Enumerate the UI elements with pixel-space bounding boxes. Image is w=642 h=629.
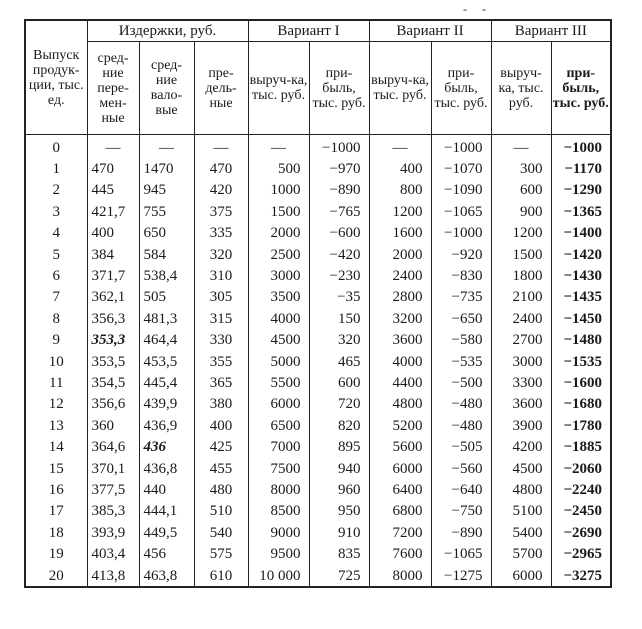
avg-total-cell: 945 bbox=[139, 180, 194, 201]
table-row bbox=[25, 394, 611, 415]
table-row bbox=[25, 458, 611, 479]
header-profit-1: при-быль, тыс. руб. bbox=[309, 42, 369, 135]
avg-total-cell: 436,9 bbox=[139, 415, 194, 436]
avg-total-cell: 436 bbox=[139, 436, 194, 457]
output-cell: 3 bbox=[25, 201, 87, 222]
table-row bbox=[25, 201, 611, 222]
revenue-1-cell: 5500 bbox=[248, 372, 309, 393]
avg-variable-cell: 384 bbox=[87, 244, 139, 265]
profit-3-cell: −1450 bbox=[551, 308, 611, 329]
avg-variable-cell: 393,9 bbox=[87, 522, 139, 543]
profit-1-cell: −765 bbox=[309, 201, 369, 222]
header-costs-group: Издержки, руб. bbox=[87, 20, 248, 42]
avg-total-cell: 755 bbox=[139, 201, 194, 222]
revenue-1-cell: 3000 bbox=[248, 265, 309, 286]
revenue-2-cell: 400 bbox=[369, 158, 431, 179]
profit-1-cell: 895 bbox=[309, 436, 369, 457]
marginal-cell: 335 bbox=[194, 223, 248, 244]
profit-3-cell: −1290 bbox=[551, 180, 611, 201]
marginal-cell: 420 bbox=[194, 180, 248, 201]
output-cell: 7 bbox=[25, 287, 87, 308]
table-row bbox=[25, 180, 611, 201]
page-marks: - - bbox=[463, 2, 492, 16]
profit-2-cell: −1070 bbox=[431, 158, 491, 179]
revenue-2-cell: 6400 bbox=[369, 479, 431, 500]
table-row bbox=[25, 415, 611, 436]
revenue-1-cell: 9000 bbox=[248, 522, 309, 543]
revenue-1-cell: 8500 bbox=[248, 501, 309, 522]
profit-1-cell: 820 bbox=[309, 415, 369, 436]
avg-total-cell: 1470 bbox=[139, 158, 194, 179]
profit-3-cell: −1000 bbox=[551, 135, 611, 159]
revenue-2-cell: 7200 bbox=[369, 522, 431, 543]
avg-variable-cell: 356,6 bbox=[87, 394, 139, 415]
header-variant-1: Вариант I bbox=[248, 20, 369, 42]
marginal-cell: 425 bbox=[194, 436, 248, 457]
profit-3-cell: −1365 bbox=[551, 201, 611, 222]
revenue-1-cell: — bbox=[248, 135, 309, 159]
profit-2-cell: −735 bbox=[431, 287, 491, 308]
profit-2-cell: −1065 bbox=[431, 543, 491, 564]
revenue-3-cell: 6000 bbox=[491, 565, 551, 587]
avg-variable-cell: 445 bbox=[87, 180, 139, 201]
profit-3-cell: −1780 bbox=[551, 415, 611, 436]
revenue-2-cell: 2400 bbox=[369, 265, 431, 286]
avg-total-cell: 538,4 bbox=[139, 265, 194, 286]
revenue-2-cell: 1600 bbox=[369, 223, 431, 244]
revenue-2-cell: 1200 bbox=[369, 201, 431, 222]
profit-2-cell: −1090 bbox=[431, 180, 491, 201]
profit-1-cell: −890 bbox=[309, 180, 369, 201]
profit-1-cell: 835 bbox=[309, 543, 369, 564]
output-cell: 16 bbox=[25, 479, 87, 500]
revenue-3-cell: 3600 bbox=[491, 394, 551, 415]
avg-total-cell: — bbox=[139, 135, 194, 159]
table-row bbox=[25, 436, 611, 457]
avg-variable-cell: 370,1 bbox=[87, 458, 139, 479]
profit-3-cell: −2965 bbox=[551, 543, 611, 564]
avg-variable-cell: 354,5 bbox=[87, 372, 139, 393]
revenue-3-cell: 2400 bbox=[491, 308, 551, 329]
avg-variable-cell: 371,7 bbox=[87, 265, 139, 286]
avg-variable-cell: — bbox=[87, 135, 139, 159]
revenue-1-cell: 9500 bbox=[248, 543, 309, 564]
table-row bbox=[25, 330, 611, 351]
revenue-1-cell: 4500 bbox=[248, 330, 309, 351]
marginal-cell: 610 bbox=[194, 565, 248, 587]
profit-2-cell: −890 bbox=[431, 522, 491, 543]
profit-2-cell: −480 bbox=[431, 415, 491, 436]
revenue-1-cell: 500 bbox=[248, 158, 309, 179]
profit-3-cell: −1430 bbox=[551, 265, 611, 286]
revenue-2-cell: 3200 bbox=[369, 308, 431, 329]
revenue-2-cell: 7600 bbox=[369, 543, 431, 564]
profit-1-cell: 725 bbox=[309, 565, 369, 587]
profit-2-cell: −480 bbox=[431, 394, 491, 415]
profit-2-cell: −1000 bbox=[431, 135, 491, 159]
profit-1-cell: 320 bbox=[309, 330, 369, 351]
profit-2-cell: −1275 bbox=[431, 565, 491, 587]
marginal-cell: 315 bbox=[194, 308, 248, 329]
revenue-2-cell: 5600 bbox=[369, 436, 431, 457]
output-cell: 20 bbox=[25, 565, 87, 587]
profit-3-cell: −1170 bbox=[551, 158, 611, 179]
marginal-cell: 380 bbox=[194, 394, 248, 415]
output-cell: 0 bbox=[25, 135, 87, 159]
table-row bbox=[25, 244, 611, 265]
profit-3-cell: −1480 bbox=[551, 330, 611, 351]
header-marginal: пре-дель-ные bbox=[194, 42, 248, 135]
avg-total-cell: 505 bbox=[139, 287, 194, 308]
avg-variable-cell: 353,5 bbox=[87, 351, 139, 372]
revenue-3-cell: 4500 bbox=[491, 458, 551, 479]
revenue-2-cell: — bbox=[369, 135, 431, 159]
marginal-cell: 455 bbox=[194, 458, 248, 479]
revenue-3-cell: 5100 bbox=[491, 501, 551, 522]
revenue-3-cell: 4200 bbox=[491, 436, 551, 457]
revenue-1-cell: 4000 bbox=[248, 308, 309, 329]
output-cell: 19 bbox=[25, 543, 87, 564]
profit-1-cell: 150 bbox=[309, 308, 369, 329]
revenue-3-cell: 3900 bbox=[491, 415, 551, 436]
avg-total-cell: 444,1 bbox=[139, 501, 194, 522]
profit-3-cell: −1435 bbox=[551, 287, 611, 308]
avg-variable-cell: 356,3 bbox=[87, 308, 139, 329]
revenue-2-cell: 5200 bbox=[369, 415, 431, 436]
table-row bbox=[25, 308, 611, 329]
profit-1-cell: 600 bbox=[309, 372, 369, 393]
profit-1-cell: 960 bbox=[309, 479, 369, 500]
revenue-2-cell: 2000 bbox=[369, 244, 431, 265]
revenue-3-cell: — bbox=[491, 135, 551, 159]
output-cell: 1 bbox=[25, 158, 87, 179]
marginal-cell: 400 bbox=[194, 415, 248, 436]
profit-1-cell: 720 bbox=[309, 394, 369, 415]
profit-2-cell: −1065 bbox=[431, 201, 491, 222]
revenue-2-cell: 800 bbox=[369, 180, 431, 201]
avg-variable-cell: 360 bbox=[87, 415, 139, 436]
avg-total-cell: 650 bbox=[139, 223, 194, 244]
marginal-cell: 355 bbox=[194, 351, 248, 372]
table-row bbox=[25, 287, 611, 308]
avg-total-cell: 440 bbox=[139, 479, 194, 500]
table-row bbox=[25, 351, 611, 372]
header-avg-variable: сред-ние пере-мен-ные bbox=[87, 42, 139, 135]
revenue-1-cell: 6000 bbox=[248, 394, 309, 415]
profit-2-cell: −1000 bbox=[431, 223, 491, 244]
revenue-2-cell: 8000 bbox=[369, 565, 431, 587]
revenue-3-cell: 1800 bbox=[491, 265, 551, 286]
avg-variable-cell: 403,4 bbox=[87, 543, 139, 564]
marginal-cell: 365 bbox=[194, 372, 248, 393]
table-body bbox=[25, 135, 611, 588]
revenue-3-cell: 3000 bbox=[491, 351, 551, 372]
header-variant-2: Вариант II bbox=[369, 20, 491, 42]
output-cell: 12 bbox=[25, 394, 87, 415]
profit-3-cell: −1535 bbox=[551, 351, 611, 372]
revenue-1-cell: 5000 bbox=[248, 351, 309, 372]
marginal-cell: 330 bbox=[194, 330, 248, 351]
revenue-1-cell: 8000 bbox=[248, 479, 309, 500]
profit-2-cell: −500 bbox=[431, 372, 491, 393]
marginal-cell: — bbox=[194, 135, 248, 159]
revenue-2-cell: 4000 bbox=[369, 351, 431, 372]
avg-total-cell: 439,9 bbox=[139, 394, 194, 415]
marginal-cell: 320 bbox=[194, 244, 248, 265]
output-cell: 18 bbox=[25, 522, 87, 543]
table-row bbox=[25, 543, 611, 564]
avg-variable-cell: 364,6 bbox=[87, 436, 139, 457]
output-cell: 2 bbox=[25, 180, 87, 201]
profit-2-cell: −650 bbox=[431, 308, 491, 329]
header-avg-total: сред-ние вало-вые bbox=[139, 42, 194, 135]
profit-2-cell: −580 bbox=[431, 330, 491, 351]
avg-total-cell: 449,5 bbox=[139, 522, 194, 543]
revenue-1-cell: 7500 bbox=[248, 458, 309, 479]
revenue-1-cell: 3500 bbox=[248, 287, 309, 308]
revenue-3-cell: 1200 bbox=[491, 223, 551, 244]
marginal-cell: 575 bbox=[194, 543, 248, 564]
avg-variable-cell: 421,7 bbox=[87, 201, 139, 222]
output-cell: 17 bbox=[25, 501, 87, 522]
output-cell: 15 bbox=[25, 458, 87, 479]
profit-2-cell: −750 bbox=[431, 501, 491, 522]
avg-total-cell: 463,8 bbox=[139, 565, 194, 587]
table-row bbox=[25, 265, 611, 286]
profit-3-cell: −2450 bbox=[551, 501, 611, 522]
avg-total-cell: 464,4 bbox=[139, 330, 194, 351]
revenue-3-cell: 4800 bbox=[491, 479, 551, 500]
profit-1-cell: 940 bbox=[309, 458, 369, 479]
table-row bbox=[25, 223, 611, 244]
revenue-1-cell: 7000 bbox=[248, 436, 309, 457]
output-cell: 10 bbox=[25, 351, 87, 372]
output-cell: 8 bbox=[25, 308, 87, 329]
revenue-1-cell: 10 000 bbox=[248, 565, 309, 587]
output-cell: 4 bbox=[25, 223, 87, 244]
revenue-3-cell: 5400 bbox=[491, 522, 551, 543]
profit-2-cell: −830 bbox=[431, 265, 491, 286]
profit-2-cell: −505 bbox=[431, 436, 491, 457]
revenue-2-cell: 2800 bbox=[369, 287, 431, 308]
revenue-2-cell: 4400 bbox=[369, 372, 431, 393]
header-profit-3: при-быль, тыс. руб. bbox=[551, 42, 611, 135]
revenue-3-cell: 5700 bbox=[491, 543, 551, 564]
output-cell: 9 bbox=[25, 330, 87, 351]
profit-3-cell: −3275 bbox=[551, 565, 611, 587]
avg-variable-cell: 353,3 bbox=[87, 330, 139, 351]
profit-1-cell: −35 bbox=[309, 287, 369, 308]
revenue-3-cell: 2700 bbox=[491, 330, 551, 351]
revenue-3-cell: 300 bbox=[491, 158, 551, 179]
profit-3-cell: −1420 bbox=[551, 244, 611, 265]
cost-revenue-table bbox=[24, 19, 612, 588]
profit-1-cell: 910 bbox=[309, 522, 369, 543]
revenue-3-cell: 600 bbox=[491, 180, 551, 201]
profit-2-cell: −535 bbox=[431, 351, 491, 372]
output-cell: 6 bbox=[25, 265, 87, 286]
marginal-cell: 510 bbox=[194, 501, 248, 522]
avg-variable-cell: 400 bbox=[87, 223, 139, 244]
avg-variable-cell: 385,3 bbox=[87, 501, 139, 522]
header-output: Выпуск продук-ции, тыс. ед. bbox=[25, 20, 87, 135]
avg-total-cell: 453,5 bbox=[139, 351, 194, 372]
avg-total-cell: 436,8 bbox=[139, 458, 194, 479]
revenue-1-cell: 2500 bbox=[248, 244, 309, 265]
profit-1-cell: −970 bbox=[309, 158, 369, 179]
avg-total-cell: 456 bbox=[139, 543, 194, 564]
revenue-2-cell: 6000 bbox=[369, 458, 431, 479]
marginal-cell: 470 bbox=[194, 158, 248, 179]
avg-variable-cell: 377,5 bbox=[87, 479, 139, 500]
marginal-cell: 375 bbox=[194, 201, 248, 222]
avg-variable-cell: 362,1 bbox=[87, 287, 139, 308]
profit-3-cell: −2240 bbox=[551, 479, 611, 500]
table-row bbox=[25, 479, 611, 500]
profit-1-cell: −600 bbox=[309, 223, 369, 244]
profit-1-cell: 950 bbox=[309, 501, 369, 522]
profit-3-cell: −1600 bbox=[551, 372, 611, 393]
revenue-1-cell: 2000 bbox=[248, 223, 309, 244]
marginal-cell: 540 bbox=[194, 522, 248, 543]
output-cell: 14 bbox=[25, 436, 87, 457]
profit-3-cell: −2060 bbox=[551, 458, 611, 479]
table-row bbox=[25, 501, 611, 522]
table-row bbox=[25, 158, 611, 179]
profit-2-cell: −640 bbox=[431, 479, 491, 500]
header-variant-3: Вариант III bbox=[491, 20, 611, 42]
profit-1-cell: −1000 bbox=[309, 135, 369, 159]
avg-total-cell: 445,4 bbox=[139, 372, 194, 393]
revenue-3-cell: 1500 bbox=[491, 244, 551, 265]
profit-2-cell: −920 bbox=[431, 244, 491, 265]
marginal-cell: 310 bbox=[194, 265, 248, 286]
output-cell: 11 bbox=[25, 372, 87, 393]
revenue-3-cell: 900 bbox=[491, 201, 551, 222]
marginal-cell: 305 bbox=[194, 287, 248, 308]
profit-2-cell: −560 bbox=[431, 458, 491, 479]
avg-total-cell: 584 bbox=[139, 244, 194, 265]
profit-1-cell: 465 bbox=[309, 351, 369, 372]
revenue-1-cell: 6500 bbox=[248, 415, 309, 436]
revenue-1-cell: 1000 bbox=[248, 180, 309, 201]
profit-3-cell: −1885 bbox=[551, 436, 611, 457]
profit-1-cell: −420 bbox=[309, 244, 369, 265]
revenue-2-cell: 3600 bbox=[369, 330, 431, 351]
table-row bbox=[25, 522, 611, 543]
output-cell: 5 bbox=[25, 244, 87, 265]
output-cell: 13 bbox=[25, 415, 87, 436]
revenue-2-cell: 6800 bbox=[369, 501, 431, 522]
revenue-2-cell: 4800 bbox=[369, 394, 431, 415]
header-revenue-2: выруч-ка, тыс. руб. bbox=[369, 42, 431, 135]
profit-3-cell: −1680 bbox=[551, 394, 611, 415]
profit-1-cell: −230 bbox=[309, 265, 369, 286]
header-revenue-3: выруч-ка, тыс. руб. bbox=[491, 42, 551, 135]
marginal-cell: 480 bbox=[194, 479, 248, 500]
table-row bbox=[25, 135, 611, 159]
revenue-3-cell: 3300 bbox=[491, 372, 551, 393]
header-profit-2: при-быль, тыс. руб. bbox=[431, 42, 491, 135]
revenue-3-cell: 2100 bbox=[491, 287, 551, 308]
avg-variable-cell: 470 bbox=[87, 158, 139, 179]
profit-3-cell: −1400 bbox=[551, 223, 611, 244]
avg-variable-cell: 413,8 bbox=[87, 565, 139, 587]
header-revenue-1: выруч-ка, тыс. руб. bbox=[248, 42, 309, 135]
table-row bbox=[25, 372, 611, 393]
revenue-1-cell: 1500 bbox=[248, 201, 309, 222]
avg-total-cell: 481,3 bbox=[139, 308, 194, 329]
profit-3-cell: −2690 bbox=[551, 522, 611, 543]
table-row bbox=[25, 565, 611, 587]
